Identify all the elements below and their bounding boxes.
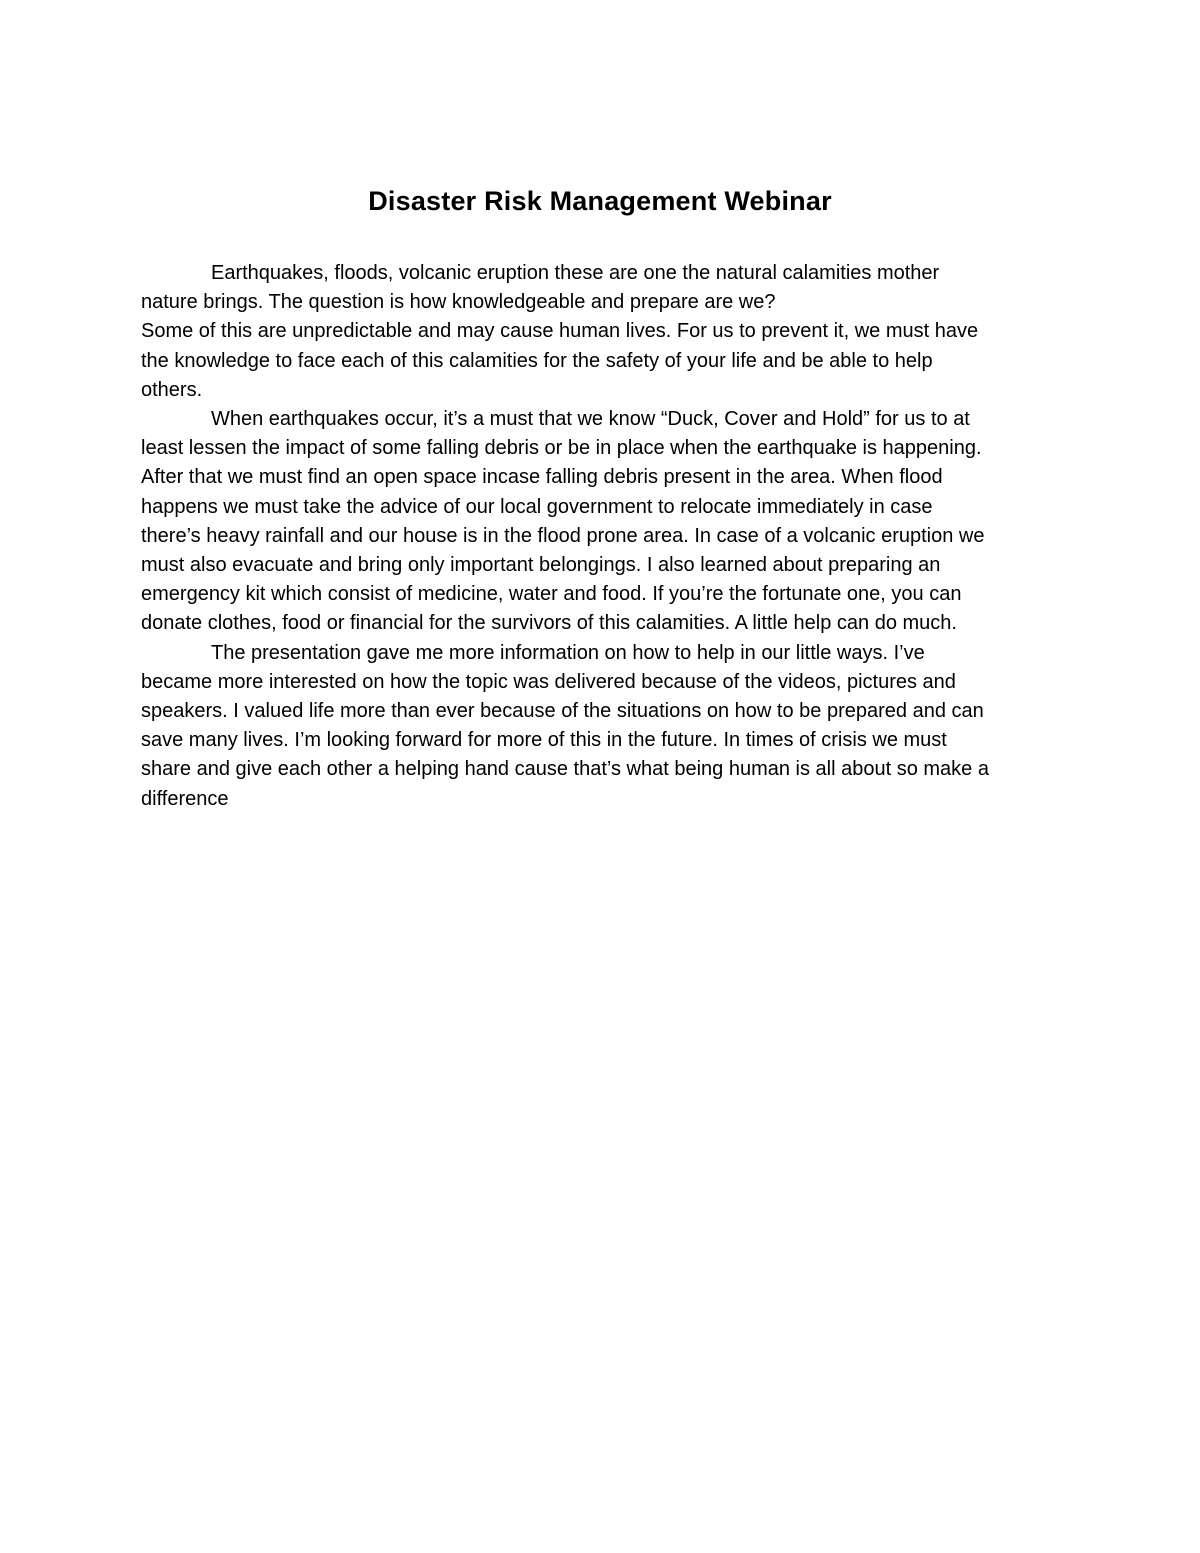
text-line: others. <box>141 378 203 401</box>
paragraph-unpredictable <box>141 317 1056 405</box>
text-line: must also evacuate and bring only important belongings. I also learned about preparing an <box>141 554 941 577</box>
text-line: nature brings. The question is how knowledgeable and prepare are we? <box>141 291 776 314</box>
text-line: The presentation gave me more information on how to help in our little ways. I’ve <box>211 641 925 664</box>
text-line: least lessen the impact of some falling debris or be in place when the earthquake is happening. <box>141 437 982 460</box>
paragraph-intro <box>141 259 1056 317</box>
text-line: Earthquakes, floods, volcanic eruption these are one the natural calamities mother <box>211 262 940 284</box>
text-line: emergency kit which consist of medicine, water and food. If you’re the fortunate one, you can <box>141 583 962 606</box>
text-line: became more interested on how the topic was delivered because of the videos, pictures and <box>141 670 956 693</box>
text-line: share and give each other a helping hand cause that’s what being human is all about so make a <box>141 758 989 781</box>
text-line: speakers. I valued life more than ever because of the situations on how to be prepared and can <box>141 700 984 723</box>
text-line: difference <box>141 787 229 810</box>
text-line: After that we must find an open space incase falling debris present in the area. When flood <box>141 466 943 489</box>
text-line: happens we must take the advice of our local government to relocate immediately in case <box>141 495 933 518</box>
text-line: save many lives. I’m looking forward for more of this in the future. In times of crisis we must <box>141 729 947 752</box>
text-line: When earthquakes occur, it’s a must that we know “Duck, Cover and Hold” for us to at <box>211 408 970 431</box>
document-body <box>141 259 1056 814</box>
paragraph-earthquakes <box>141 405 1056 639</box>
document-title: Disaster Risk Management Webinar <box>368 186 832 216</box>
text-line: donate clothes, food or financial for the survivors of this calamities. A little help can do much. <box>141 612 957 635</box>
text-line: Some of this are unpredictable and may cause human lives. For us to prevent it, we must have <box>141 320 979 343</box>
paragraph-presentation <box>141 639 1056 814</box>
text-line: there’s heavy rainfall and our house is in the flood prone area. In case of a volcanic eruption we <box>141 524 985 547</box>
text-line: the knowledge to face each of this calamities for the safety of your life and be able to help <box>141 349 933 372</box>
